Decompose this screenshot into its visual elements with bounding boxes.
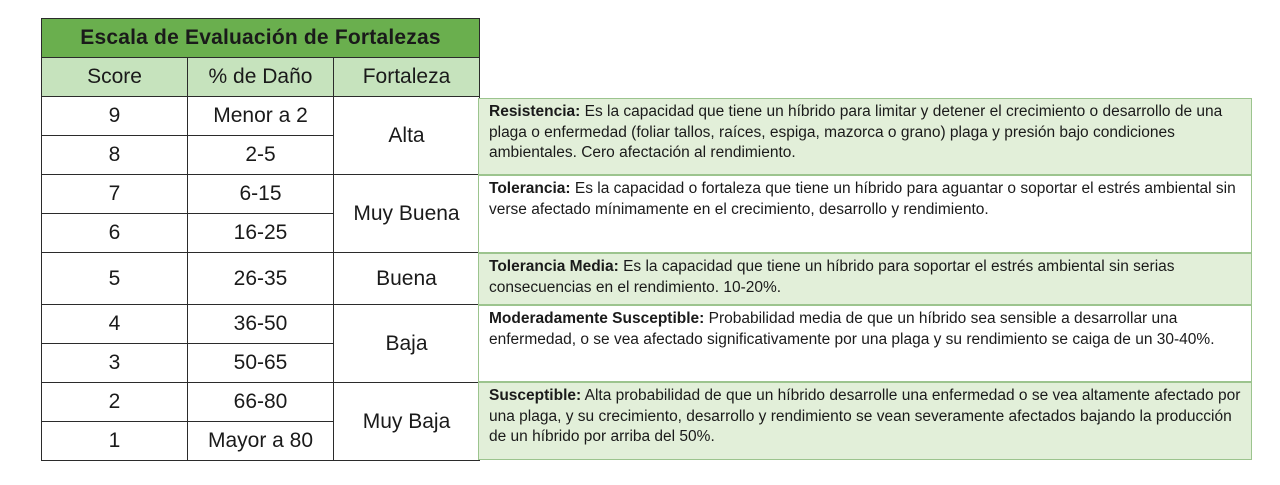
header-score: Score xyxy=(42,58,188,97)
strength-cell: Muy Baja xyxy=(334,383,480,461)
definition-tolerancia xyxy=(478,175,1252,253)
table-row xyxy=(42,175,480,214)
score-cell: 7 xyxy=(42,175,188,214)
score-cell: 1 xyxy=(42,422,188,461)
table-row xyxy=(42,253,480,305)
table-row xyxy=(42,97,480,136)
score-cell: 5 xyxy=(42,253,188,305)
definition-term: Resistencia: xyxy=(489,103,581,120)
damage-cell: 16-25 xyxy=(188,214,334,253)
strength-cell: Muy Buena xyxy=(334,175,480,253)
definition-susceptible xyxy=(478,382,1252,460)
damage-cell: Menor a 2 xyxy=(188,97,334,136)
definition-tolerancia-media xyxy=(478,253,1252,305)
damage-cell: 50-65 xyxy=(188,344,334,383)
definition-resistencia xyxy=(478,98,1252,175)
header-strength: Fortaleza xyxy=(334,58,480,97)
damage-cell: 36-50 xyxy=(188,305,334,344)
strength-cell: Buena xyxy=(334,253,480,305)
score-cell: 8 xyxy=(42,136,188,175)
score-cell: 4 xyxy=(42,305,188,344)
damage-cell: 6-15 xyxy=(188,175,334,214)
definition-term: Moderadamente Susceptible: xyxy=(489,310,705,327)
definition-text: Es la capacidad que tiene un híbrido para soportar el estrés ambiental sin serias consecuencias en el rendimiento. 10-20%. xyxy=(489,258,1175,296)
definition-moderadamente-susceptible xyxy=(478,305,1252,382)
damage-cell: Mayor a 80 xyxy=(188,422,334,461)
definition-term: Tolerancia Media: xyxy=(489,258,619,275)
definition-text: Es la capacidad o fortaleza que tiene un híbrido para aguantar o soportar el estrés ambiental sin verse afectado mínimamente en el crecimiento, desarrollo y rendimiento. xyxy=(489,180,1236,218)
definition-term: Susceptible: xyxy=(489,387,582,404)
score-cell: 2 xyxy=(42,383,188,422)
damage-cell: 26-35 xyxy=(188,253,334,305)
score-cell: 6 xyxy=(42,214,188,253)
definition-text: Alta probabilidad de que un híbrido desarrolle una enfermedad o se vea altamente afectado por una plaga, y su crecimiento, desarrollo y rendimiento se vean severamente afectados bajando la producción de un híbrido por arriba del 50%. xyxy=(489,387,1241,445)
score-cell: 9 xyxy=(42,97,188,136)
definition-term: Tolerancia: xyxy=(489,180,571,197)
header-damage: % de Daño xyxy=(188,58,334,97)
score-cell: 3 xyxy=(42,344,188,383)
strength-scale-table xyxy=(41,18,480,461)
damage-cell: 66-80 xyxy=(188,383,334,422)
definition-text: Es la capacidad que tiene un híbrido para limitar y detener el crecimiento o desarrollo de una plaga o enfermedad (foliar tallos, raíces, espiga, mazorca o grano) plaga y presión bajo condiciones ambientales. Cero afectación al rendimiento. xyxy=(489,103,1223,161)
damage-cell: 2-5 xyxy=(188,136,334,175)
strength-cell: Alta xyxy=(334,97,480,175)
table-title: Escala de Evaluación de Fortalezas xyxy=(42,19,480,58)
table-row xyxy=(42,305,480,344)
definition-text: Probabilidad media de que un híbrido sea sensible a desarrollar una enfermedad, o se vea afectado significativamente por una plaga y su rendimiento se caiga de un 30-40%. xyxy=(489,310,1215,348)
strength-cell: Baja xyxy=(334,305,480,383)
table-row xyxy=(42,383,480,422)
